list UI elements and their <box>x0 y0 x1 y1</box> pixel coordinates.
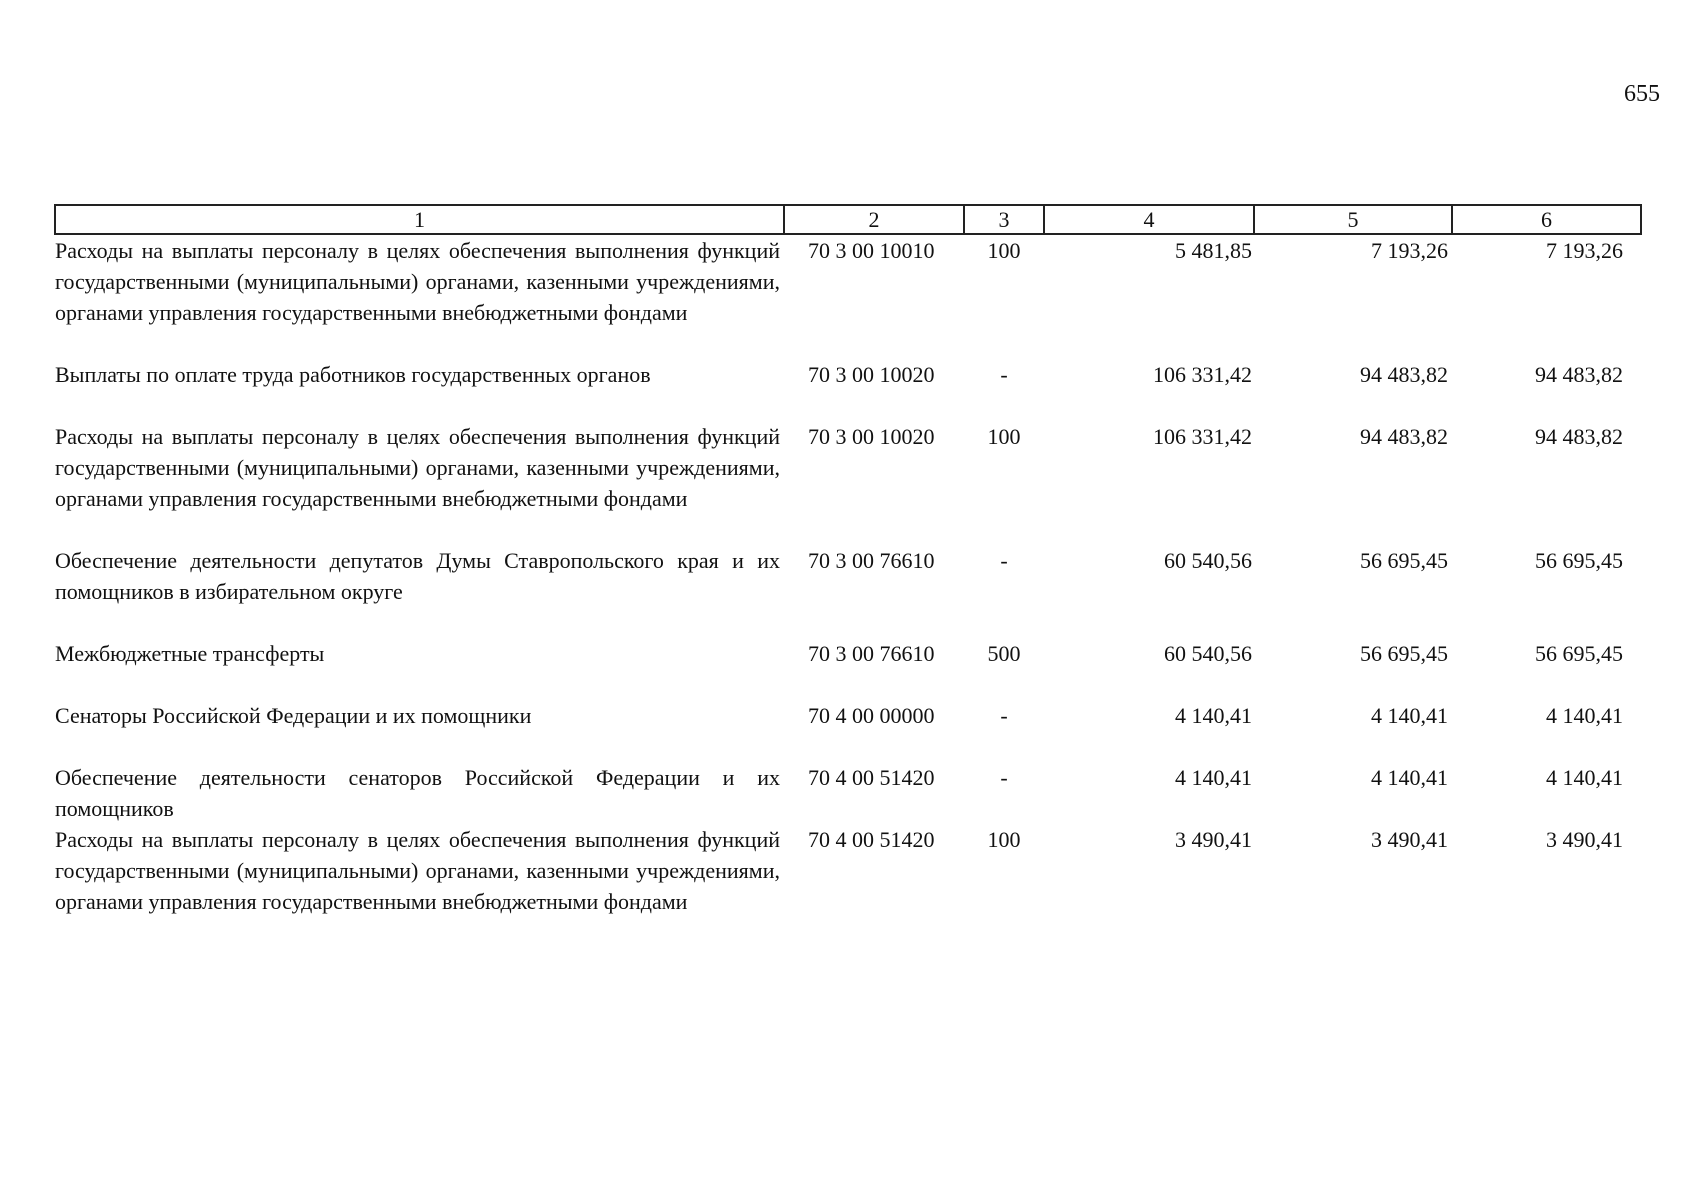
row-value-col-4: 4 140,41 <box>1175 765 1252 790</box>
row-value-col-5: 94 483,82 <box>1360 424 1448 449</box>
row-value-col-5: 56 695,45 <box>1360 548 1448 573</box>
row-target-code: 70 3 00 10020 <box>808 424 935 449</box>
row-expense-type: 100 <box>987 238 1021 263</box>
header-col-6: 6 <box>1452 205 1641 234</box>
table-row <box>55 638 1641 700</box>
budget-table <box>54 204 1642 917</box>
row-expense-type: - <box>1000 362 1008 387</box>
row-value-col-4: 106 331,42 <box>1153 362 1252 387</box>
row-value-col-5: 4 140,41 <box>1371 765 1448 790</box>
header-col-1: 1 <box>55 205 784 234</box>
row-name: Выплаты по оплате труда работников государственных органов <box>55 362 651 387</box>
row-value-col-5: 7 193,26 <box>1371 238 1448 263</box>
row-name: Обеспечение деятельности депутатов Думы Ставропольского края и их помощников в избирательном округе <box>55 548 780 604</box>
row-value-col-6: 4 140,41 <box>1546 765 1623 790</box>
row-expense-type: - <box>1000 703 1008 728</box>
table-row <box>55 762 1641 824</box>
table-row <box>55 545 1641 638</box>
row-value-col-5: 4 140,41 <box>1371 703 1448 728</box>
row-value-col-4: 4 140,41 <box>1175 703 1252 728</box>
header-col-5: 5 <box>1254 205 1452 234</box>
row-target-code: 70 3 00 76610 <box>808 641 935 666</box>
table-row <box>55 234 1641 359</box>
table-row <box>55 421 1641 545</box>
row-target-code: 70 4 00 51420 <box>808 765 935 790</box>
row-name: Расходы на выплаты персоналу в целях обеспечения выполнения функций государственными (муниципальными) органами, казенными учреждениями, органами управления государственными внебюджетными фондами <box>55 827 780 914</box>
row-expense-type: 100 <box>987 424 1021 449</box>
row-value-col-4: 106 331,42 <box>1153 424 1252 449</box>
row-target-code: 70 3 00 76610 <box>808 548 935 573</box>
row-target-code: 70 4 00 51420 <box>808 827 935 852</box>
header-col-4: 4 <box>1044 205 1254 234</box>
row-target-code: 70 3 00 10010 <box>808 238 935 263</box>
row-value-col-6: 56 695,45 <box>1535 641 1623 666</box>
row-target-code: 70 4 00 00000 <box>808 703 935 728</box>
row-value-col-6: 3 490,41 <box>1546 827 1623 852</box>
row-name: Расходы на выплаты персоналу в целях обеспечения выполнения функций государственными (муниципальными) органами, казенными учреждениями, органами управления государственными внебюджетными фондами <box>55 238 780 325</box>
row-value-col-5: 94 483,82 <box>1360 362 1448 387</box>
row-name: Обеспечение деятельности сенаторов Российской Федерации и их помощников <box>55 765 780 821</box>
row-expense-type: - <box>1000 765 1008 790</box>
row-name: Межбюджетные трансферты <box>55 641 325 666</box>
header-col-2: 2 <box>784 205 964 234</box>
row-value-col-5: 3 490,41 <box>1371 827 1448 852</box>
row-expense-type: - <box>1000 548 1008 573</box>
table-row <box>55 824 1641 917</box>
table-row <box>55 359 1641 421</box>
header-col-3: 3 <box>964 205 1044 234</box>
row-value-col-4: 5 481,85 <box>1175 238 1252 263</box>
row-value-col-5: 56 695,45 <box>1360 641 1448 666</box>
row-expense-type: 500 <box>987 641 1021 666</box>
table-row <box>55 700 1641 762</box>
row-value-col-4: 3 490,41 <box>1175 827 1252 852</box>
row-value-col-6: 56 695,45 <box>1535 548 1623 573</box>
row-name: Расходы на выплаты персоналу в целях обеспечения выполнения функций государственными (муниципальными) органами, казенными учреждениями, органами управления государственными внебюджетными фондами <box>55 424 780 511</box>
row-value-col-6: 7 193,26 <box>1546 238 1623 263</box>
row-name: Сенаторы Российской Федерации и их помощники <box>55 703 532 728</box>
row-value-col-6: 94 483,82 <box>1535 362 1623 387</box>
row-value-col-4: 60 540,56 <box>1164 548 1252 573</box>
row-expense-type: 100 <box>987 827 1021 852</box>
page-number: 655 <box>1624 81 1660 107</box>
row-value-col-6: 4 140,41 <box>1546 703 1623 728</box>
row-value-col-4: 60 540,56 <box>1164 641 1252 666</box>
row-target-code: 70 3 00 10020 <box>808 362 935 387</box>
row-value-col-6: 94 483,82 <box>1535 424 1623 449</box>
table-header-row <box>55 205 1641 234</box>
